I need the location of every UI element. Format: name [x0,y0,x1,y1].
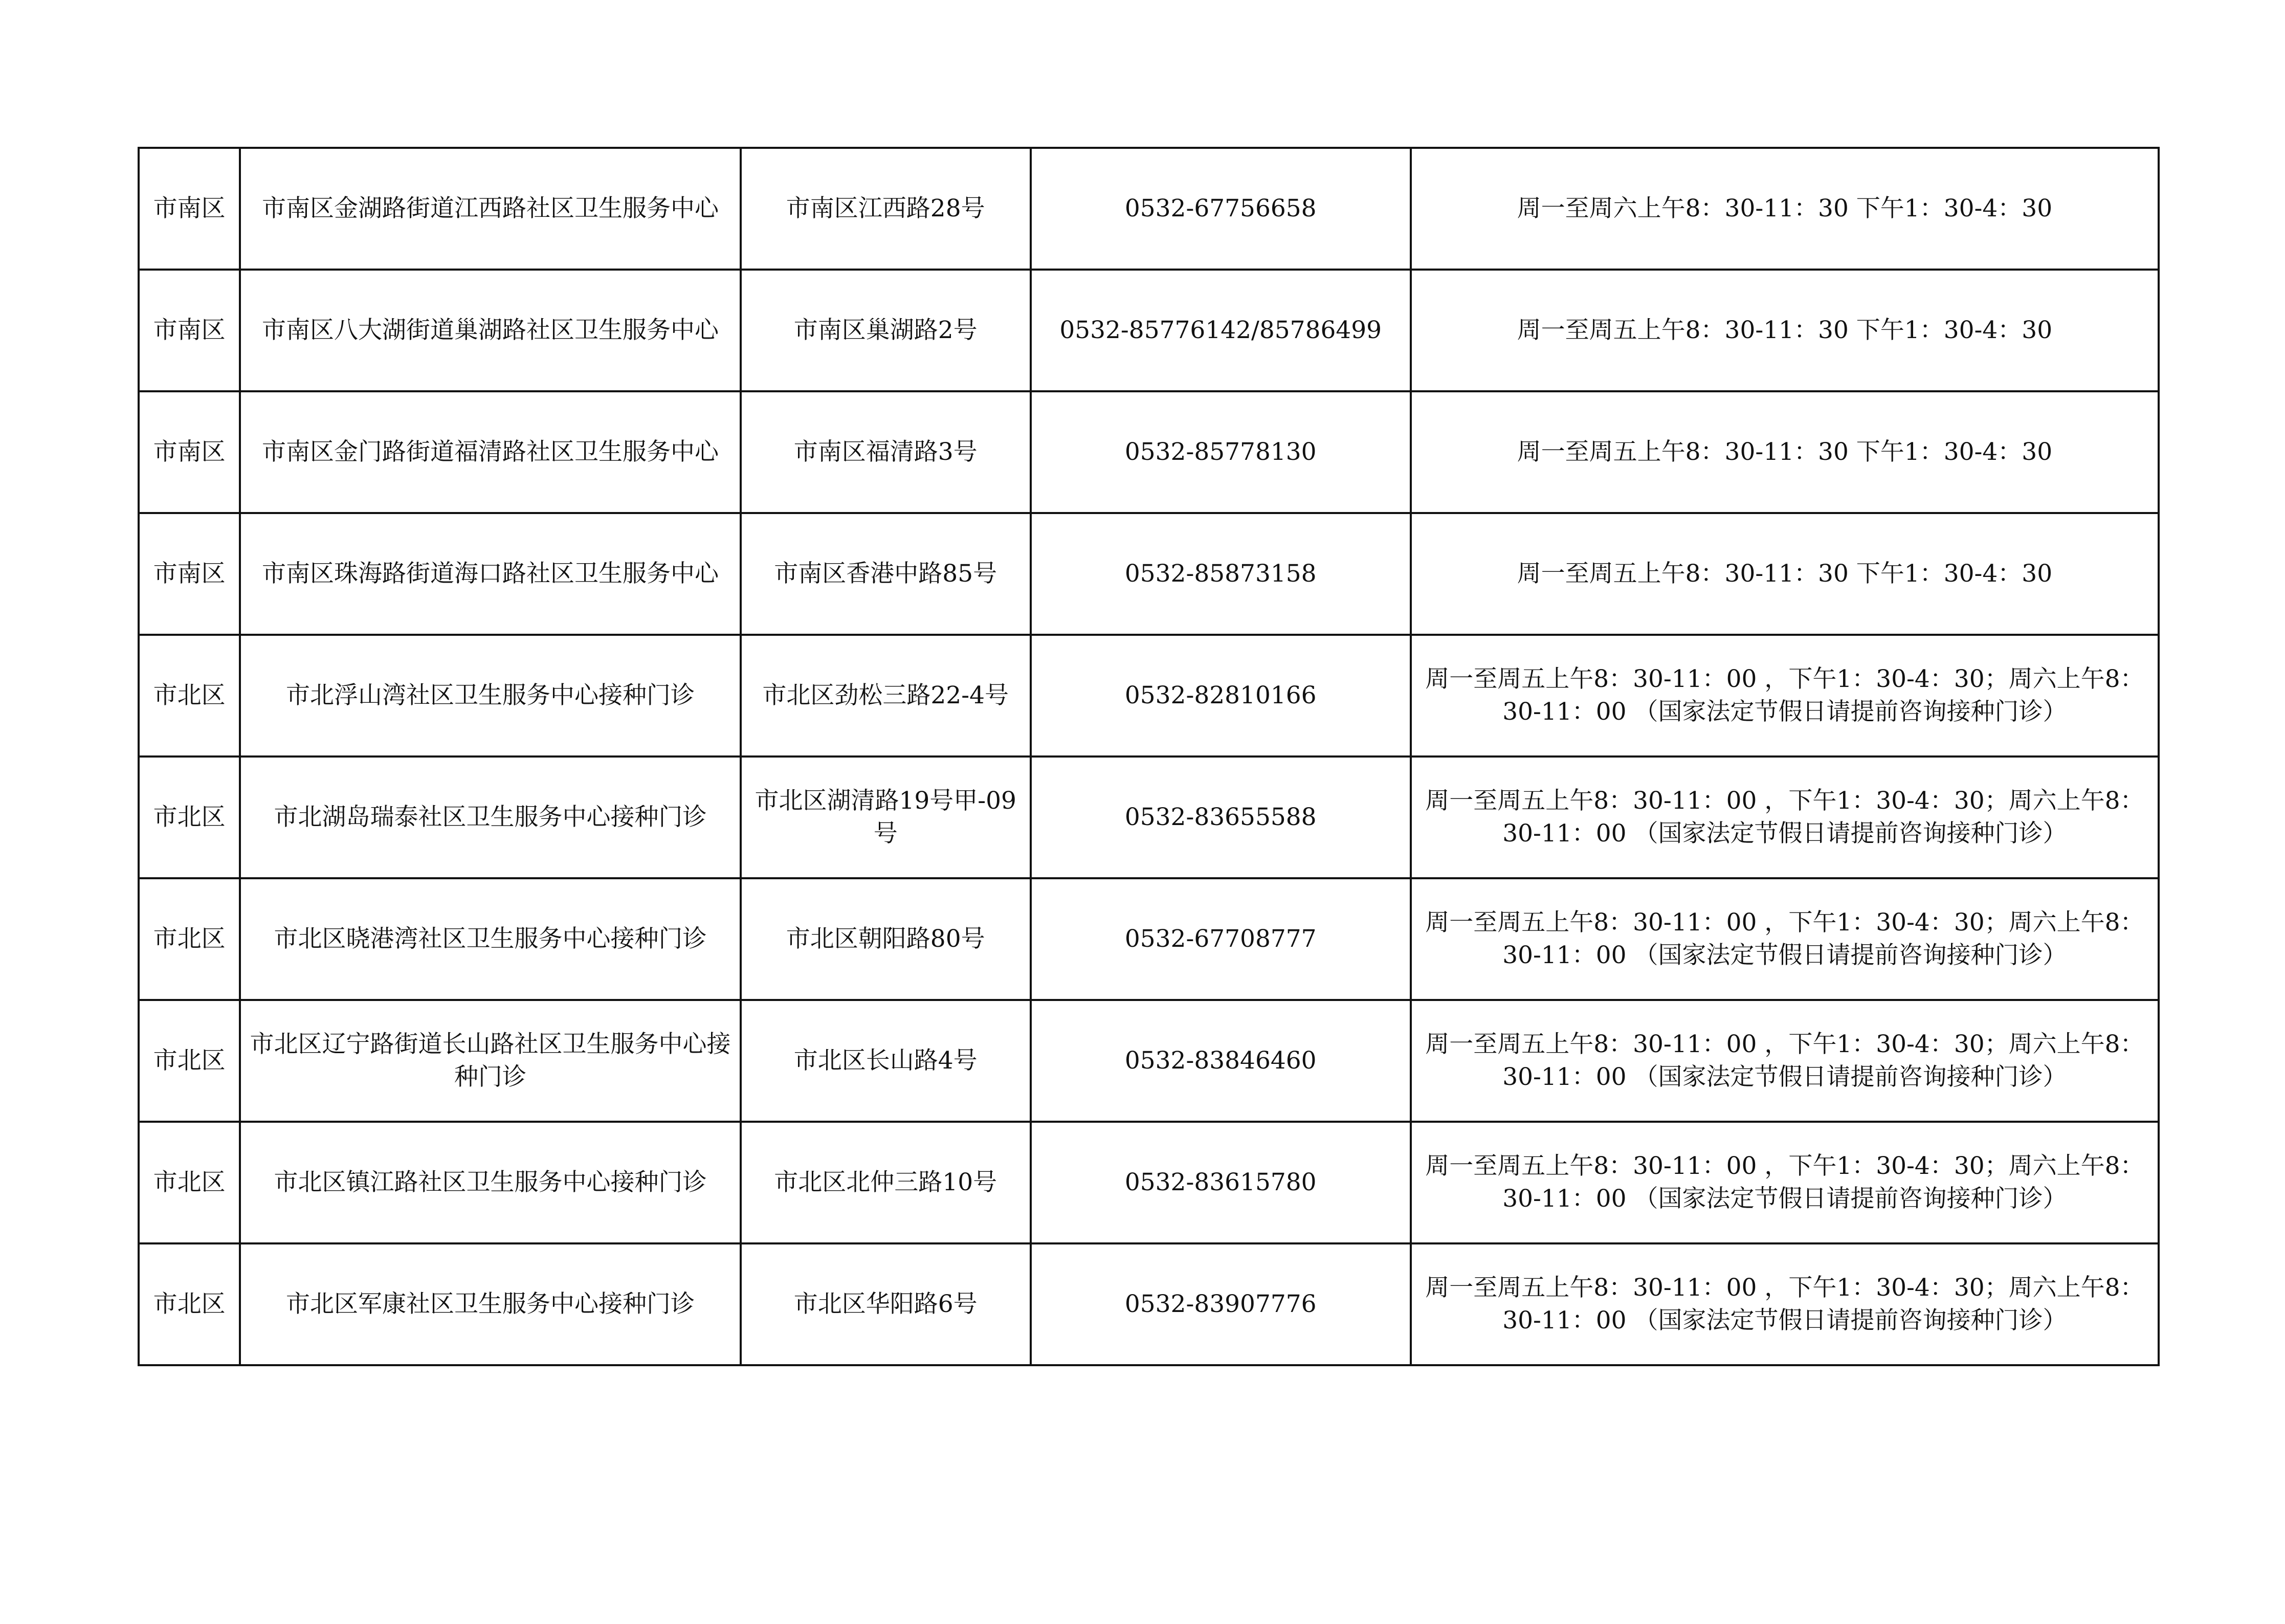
table-row [139,513,2159,635]
address-cell: 市北区劲松三路22-4号 [741,635,1031,757]
hours-cell: 周一至周五上午8：30-11：00 ，下午1：30-4：30；周六上午8：30-11：00 （国家法定节假日请提前咨询接种门诊） [1411,1243,2159,1365]
district-cell: 市南区 [139,148,240,270]
clinic-name-cell: 市北浮山湾社区卫生服务中心接种门诊 [240,635,740,757]
table-row [139,391,2159,513]
table-row [139,1243,2159,1365]
clinic-name-cell: 市南区金门路街道福清路社区卫生服务中心 [240,391,740,513]
district-cell: 市北区 [139,1243,240,1365]
phone-cell: 0532-67708777 [1031,878,1411,1000]
clinic-name-cell: 市南区金湖路街道江西路社区卫生服务中心 [240,148,740,270]
clinic-name-cell: 市北区军康社区卫生服务中心接种门诊 [240,1243,740,1365]
clinic-table-body [139,148,2159,1365]
address-cell: 市北区长山路4号 [741,1000,1031,1122]
phone-cell: 0532-85778130 [1031,391,1411,513]
district-cell: 市北区 [139,1122,240,1243]
clinic-name-cell: 市北区镇江路社区卫生服务中心接种门诊 [240,1122,740,1243]
address-cell: 市南区巢湖路2号 [741,270,1031,391]
address-cell: 市北区北仲三路10号 [741,1122,1031,1243]
table-row [139,270,2159,391]
phone-cell: 0532-82810166 [1031,635,1411,757]
hours-cell: 周一至周五上午8：30-11：00 ，下午1：30-4：30；周六上午8：30-11：00 （国家法定节假日请提前咨询接种门诊） [1411,878,2159,1000]
phone-cell: 0532-83615780 [1031,1122,1411,1243]
hours-cell: 周一至周五上午8：30-11：30 下午1：30-4：30 [1411,513,2159,635]
clinic-name-cell: 市北区辽宁路街道长山路社区卫生服务中心接种门诊 [240,1000,740,1122]
phone-cell: 0532-67756658 [1031,148,1411,270]
table-row [139,878,2159,1000]
hours-cell: 周一至周五上午8：30-11：00 ，下午1：30-4：30；周六上午8：30-11：00 （国家法定节假日请提前咨询接种门诊） [1411,1122,2159,1243]
address-cell: 市南区福清路3号 [741,391,1031,513]
hours-cell: 周一至周六上午8：30-11：30 下午1：30-4：30 [1411,148,2159,270]
hours-cell: 周一至周五上午8：30-11：00 ，下午1：30-4：30；周六上午8：30-11：00 （国家法定节假日请提前咨询接种门诊） [1411,1000,2159,1122]
hours-cell: 周一至周五上午8：30-11：30 下午1：30-4：30 [1411,391,2159,513]
phone-cell: 0532-85776142/85786499 [1031,270,1411,391]
phone-cell: 0532-83907776 [1031,1243,1411,1365]
table-row [139,635,2159,757]
address-cell: 市南区江西路28号 [741,148,1031,270]
clinic-name-cell: 市南区八大湖街道巢湖路社区卫生服务中心 [240,270,740,391]
clinic-name-cell: 市南区珠海路街道海口路社区卫生服务中心 [240,513,740,635]
district-cell: 市北区 [139,635,240,757]
table-row [139,757,2159,878]
hours-cell: 周一至周五上午8：30-11：00 ，下午1：30-4：30；周六上午8：30-11：00 （国家法定节假日请提前咨询接种门诊） [1411,635,2159,757]
table-row [139,148,2159,270]
clinic-name-cell: 市北区晓港湾社区卫生服务中心接种门诊 [240,878,740,1000]
address-cell: 市北区朝阳路80号 [741,878,1031,1000]
table-row [139,1122,2159,1243]
phone-cell: 0532-85873158 [1031,513,1411,635]
district-cell: 市北区 [139,1000,240,1122]
district-cell: 市南区 [139,513,240,635]
hours-cell: 周一至周五上午8：30-11：00 ，下午1：30-4：30；周六上午8：30-11：00 （国家法定节假日请提前咨询接种门诊） [1411,757,2159,878]
district-cell: 市北区 [139,757,240,878]
table-row [139,1000,2159,1122]
district-cell: 市南区 [139,391,240,513]
address-cell: 市北区华阳路6号 [741,1243,1031,1365]
hours-cell: 周一至周五上午8：30-11：30 下午1：30-4：30 [1411,270,2159,391]
phone-cell: 0532-83655588 [1031,757,1411,878]
clinic-table [138,147,2160,1366]
district-cell: 市南区 [139,270,240,391]
address-cell: 市北区湖清路19号甲-09号 [741,757,1031,878]
phone-cell: 0532-83846460 [1031,1000,1411,1122]
clinic-name-cell: 市北湖岛瑞泰社区卫生服务中心接种门诊 [240,757,740,878]
address-cell: 市南区香港中路85号 [741,513,1031,635]
district-cell: 市北区 [139,878,240,1000]
